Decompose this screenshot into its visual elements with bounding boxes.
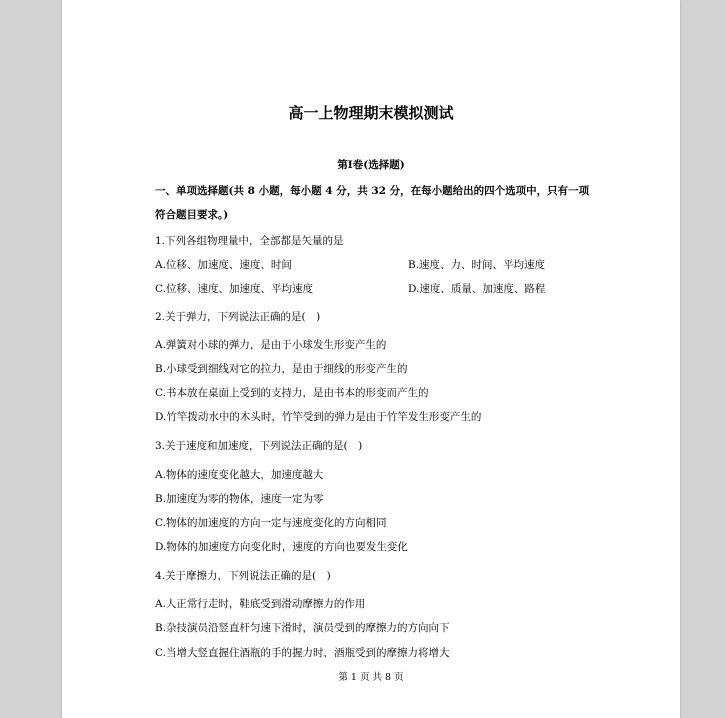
question-2-option-d: D.竹竿拨动水中的木头时，竹竿受到的弹力是由于竹竿发生形变产生的	[155, 411, 482, 423]
question-stem-2: 2.关于弹力，下列说法正确的是( )	[155, 311, 321, 323]
question-4-option-b: B.杂技演员沿竖直杆匀速下滑时，演员受到的摩擦力的方向向下	[155, 622, 450, 634]
section-heading-continued: 符合题目要求。)	[155, 209, 229, 221]
question-4-option-c: C.当增大竖直握住酒瓶的手的握力时，酒瓶受到的摩擦力将增大	[155, 647, 450, 659]
question-3-option-b: B.加速度为零的物体，速度一定为零	[155, 493, 324, 505]
question-3-option-a: A.物体的速度变化越大，加速度越大	[155, 469, 324, 481]
question-stem-1: 1.下列各组物理量中，全部都是矢量的是	[155, 235, 344, 247]
question-2-option-a: A.弹簧对小球的弹力，是由于小球发生形变产生的	[155, 339, 387, 351]
page-footer: 第 1 页 共 8 页	[338, 672, 404, 683]
question-stem-4: 4.关于摩擦力，下列说法正确的是( )	[155, 570, 331, 582]
document-title: 高一上物理期末模拟测试	[288, 104, 454, 122]
question-stem-3: 3.关于速度和加速度，下列说法正确的是( )	[155, 440, 363, 452]
document-page	[62, 0, 680, 718]
question-1-option-b: B.速度、力、时间、平均速度	[408, 259, 546, 271]
question-2-option-c: C.书本放在桌面上受到的支持力，是由书本的形变而产生的	[155, 387, 429, 399]
volume-heading: 第Ⅰ卷(选择题)	[337, 159, 405, 171]
question-3-option-c: C.物体的加速度的方向一定与速度变化的方向相同	[155, 517, 387, 529]
question-1-option-a: A.位移、加速度、速度、时间	[155, 259, 292, 271]
question-2-option-b: B.小球受到细线对它的拉力，是由于细线的形变产生的	[155, 363, 408, 375]
question-1-option-c: C.位移、速度、加速度、平均速度	[155, 283, 313, 295]
question-1-option-d: D.速度、质量、加速度、路程	[408, 283, 546, 295]
section-heading: 一、单项选择题(共 8 小题，每小题 4 分，共 32 分，在每小题给出的四个选项中，只有一项	[155, 185, 590, 197]
question-3-option-d: D.物体的加速度方向变化时，速度的方向也要发生变化	[155, 541, 408, 553]
question-4-option-a: A.人正常行走时，鞋底受到滑动摩擦力的作用	[155, 598, 366, 610]
